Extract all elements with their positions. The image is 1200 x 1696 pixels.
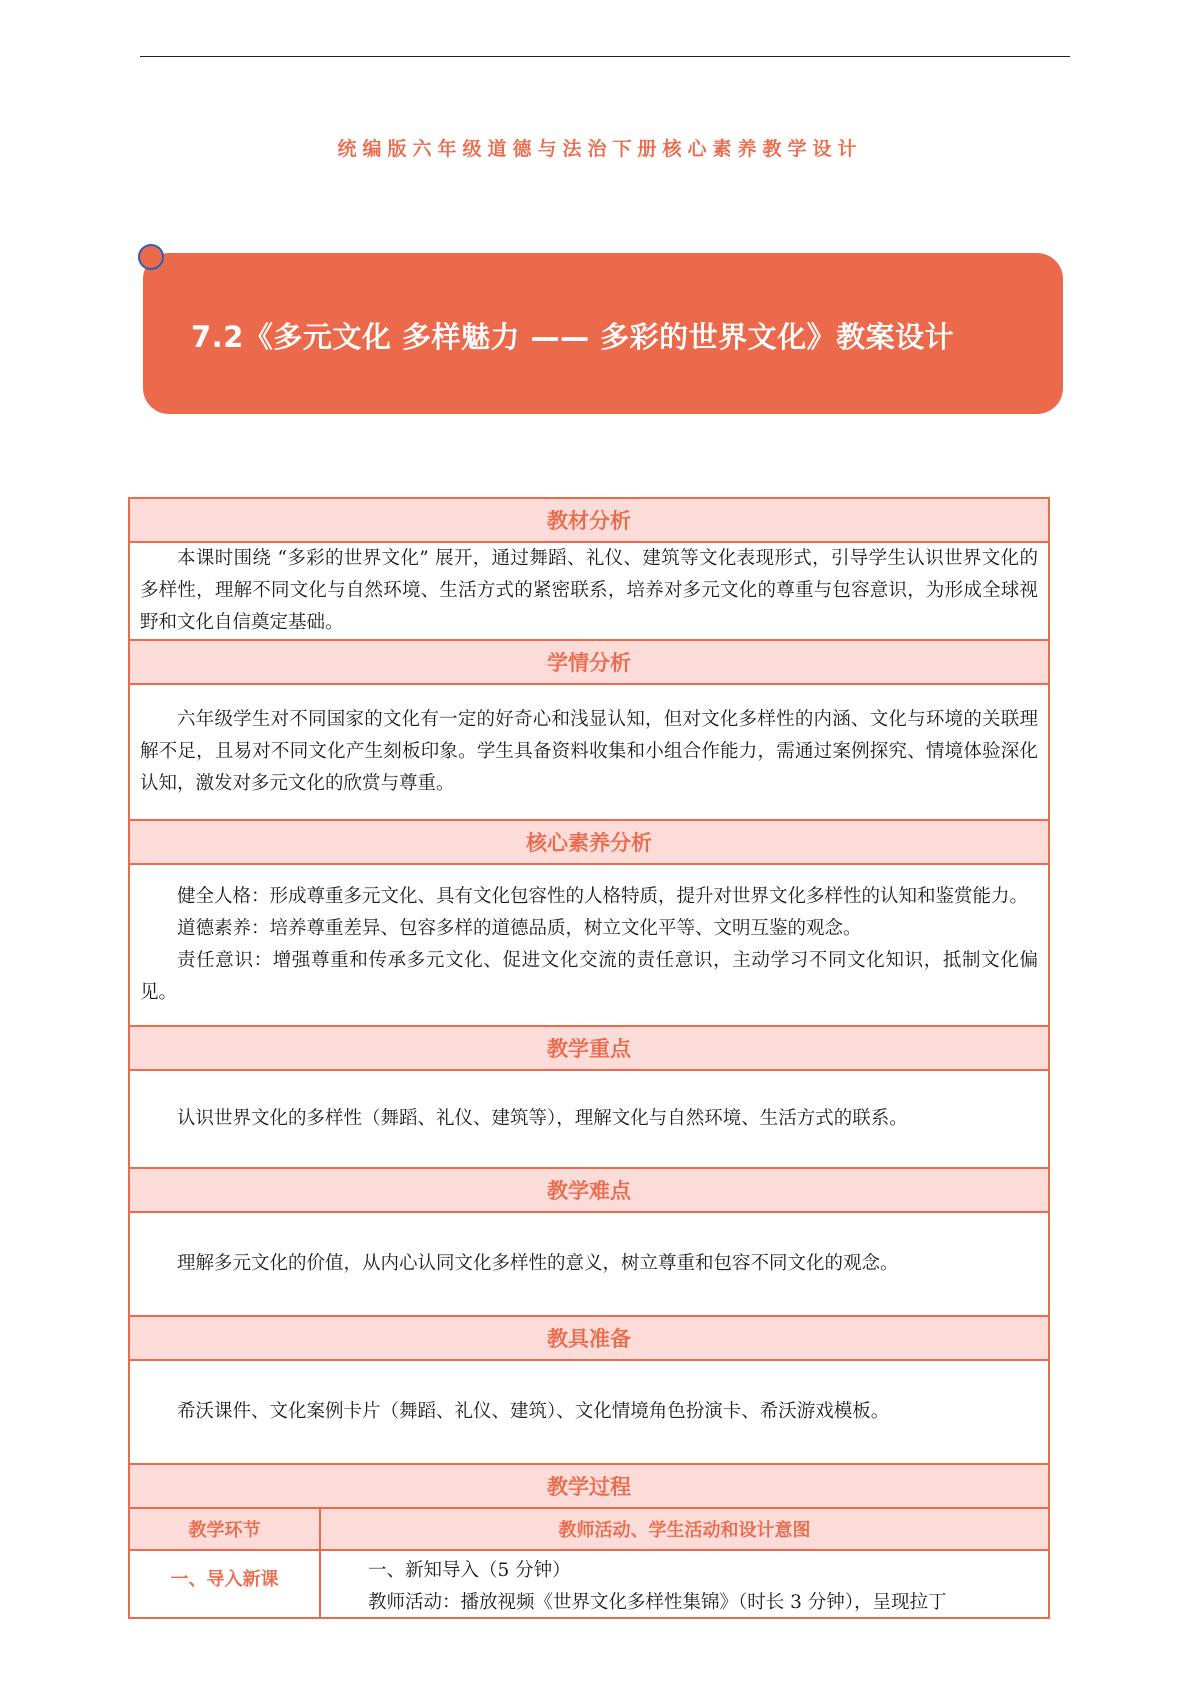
- section-heading-students: 学情分析: [130, 641, 1048, 685]
- series-title: 统编版六年级道德与法治下册核心素养教学设计: [337, 138, 863, 160]
- paragraph: 责任意识：增强尊重和传承多元文化、促进文化交流的责任意识，主动学习不同文化知识，抵制文化偏见。: [140, 950, 1038, 1003]
- section-heading-core: 核心素养分析: [130, 821, 1048, 865]
- section-body-materials: [130, 1361, 1048, 1465]
- paragraph: 健全人格：形成尊重多元文化、具有文化包容性的人格特质，提升对世界文化多样性的认知和鉴赏能力。: [177, 886, 1029, 907]
- paragraph: 六年级学生对不同国家的文化有一定的好奇心和浅显认知，但对文化多样性的内涵、文化与环境的关联理解不足，且易对不同文化产生刻板印象。学生具备资料收集和小组合作能力，需通过案例探究、情境体验深化认知，激发对多元文化的欣赏与尊重。: [140, 709, 1038, 794]
- activity-line: 教师活动：播放视频《世界文化多样性集锦》（时长 3 分钟），呈现拉丁: [368, 1592, 947, 1613]
- paragraph: 认识世界文化的多样性（舞蹈、礼仪、建筑等），理解文化与自然环境、生活方式的联系。: [177, 1108, 908, 1129]
- process-column-headers: [130, 1509, 1048, 1551]
- section-body-textbook: [130, 543, 1048, 641]
- section-body-difficulty: [130, 1213, 1048, 1317]
- section-body-core: [130, 865, 1048, 1027]
- lesson-plan-table: [128, 497, 1050, 1619]
- column-header-stage: 教学环节: [130, 1509, 321, 1549]
- activity-cell: [321, 1551, 1048, 1617]
- section-heading-process: 教学过程: [130, 1465, 1048, 1509]
- activity-line: 一、新知导入（5 分钟）: [368, 1560, 571, 1581]
- section-heading-materials: 教具准备: [130, 1317, 1048, 1361]
- section-body-students: [130, 685, 1048, 821]
- paragraph: 希沃课件、文化案例卡片（舞蹈、礼仪、建筑）、文化情境角色扮演卡、希沃游戏模板。: [177, 1401, 890, 1422]
- stage-name: 一、导入新课: [130, 1551, 321, 1617]
- lesson-title: 7.2《多元文化 多样魅力 —— 多彩的世界文化》教案设计: [191, 320, 955, 354]
- title-banner: [143, 253, 1063, 414]
- corner-dot-decoration: [138, 244, 164, 270]
- paragraph: 道德素养：培养尊重差异、包容多样的道德品质，树立文化平等、文明互鉴的观念。: [177, 918, 862, 939]
- paragraph: 理解多元文化的价值，从内心认同文化多样性的意义，树立尊重和包容不同文化的观念。: [177, 1253, 899, 1274]
- header-rule: [140, 56, 1070, 57]
- table-row: [130, 1551, 1048, 1617]
- section-heading-textbook: 教材分析: [130, 499, 1048, 543]
- section-heading-key-point: 教学重点: [130, 1027, 1048, 1071]
- section-body-key-point: [130, 1071, 1048, 1169]
- section-heading-difficulty: 教学难点: [130, 1169, 1048, 1213]
- column-header-activity: 教师活动、学生活动和设计意图: [321, 1509, 1048, 1549]
- paragraph: 本课时围绕 “多彩的世界文化” 展开，通过舞蹈、礼仪、建筑等文化表现形式，引导学生认识世界文化的多样性，理解不同文化与自然环境、生活方式的紧密联系，培养对多元文化的尊重与包容意识，为形成全球视野和文化自信奠定基础。: [140, 548, 1038, 633]
